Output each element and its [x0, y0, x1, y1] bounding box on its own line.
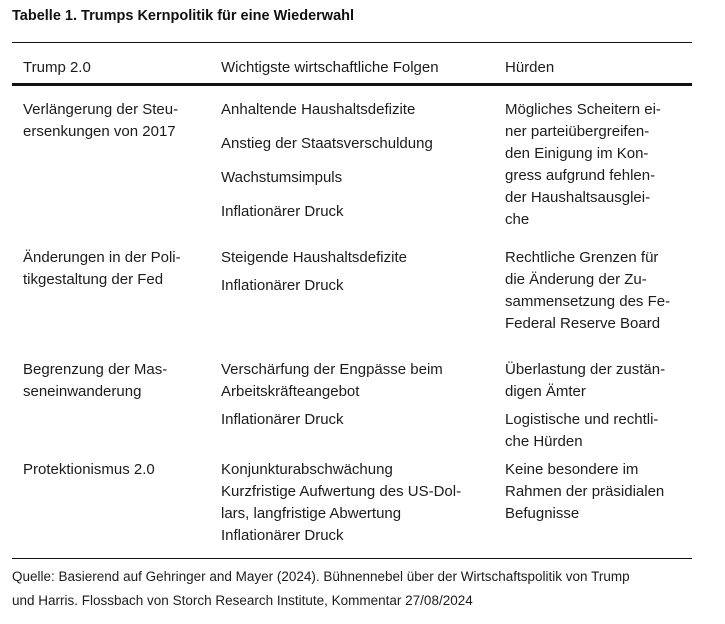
header-hurdles: Hürden [505, 59, 555, 76]
header-consequences: Wichtigste wirtschaftliche Folgen [221, 59, 439, 76]
row-1-consequence-1 [221, 99, 496, 121]
row-3-consequence-1 [221, 359, 496, 403]
source-note [12, 565, 712, 613]
text-line: Rechtliche Grenzen für [505, 249, 659, 266]
text-line: Kurzfristige Aufwertung des US-Dol- [221, 483, 462, 500]
text-line: Protektionismus 2.0 [23, 461, 155, 478]
row-1-policy [23, 99, 208, 143]
text-line: Befugnisse [505, 505, 580, 522]
text-line: sammensetzung des Fe- [505, 293, 671, 310]
text-line: Arbeitskräfteangebot [221, 383, 360, 400]
row-4-consequence-1 [221, 459, 496, 547]
text-line: digen Ämter [505, 383, 586, 400]
text-line: und Harris. Flossbach von Storch Research Institute, Kommentar 27/08/2024 [12, 593, 473, 608]
text-line: Keine besondere im [505, 461, 639, 478]
text-line: die Änderung der Zu- [505, 271, 647, 288]
row-2-consequence-1 [221, 247, 496, 269]
text-line: Rahmen der präsidialen [505, 483, 665, 500]
text-line: Wachstumsimpuls [221, 169, 343, 186]
text-line: Quelle: Basierend auf Gehringer and Mayer (2024). Bühnennebel über der Wirtschaftspolitik von Trump [12, 569, 630, 584]
text-line: ner parteiübergreifen- [505, 123, 650, 140]
text-line: gress aufgrund fehlen- [505, 167, 656, 184]
text-line: Begrenzung der Mas- [23, 361, 168, 378]
row-3-hurdle-2 [505, 409, 695, 453]
text-line: che Hürden [505, 433, 583, 450]
header-policy: Trump 2.0 [23, 59, 91, 76]
text-line: seneinwanderung [23, 383, 142, 400]
text-line: Mögliches Scheitern ei- [505, 101, 661, 118]
row-4-hurdle-1 [505, 459, 695, 525]
text-line: Konjunkturabschwächung [221, 461, 393, 478]
text-line: Anhaltende Haushaltsdefizite [221, 101, 416, 118]
text-line: den Einigung im Kon- [505, 145, 649, 162]
row-3-consequence-2 [221, 409, 496, 431]
text-line: Federal Reserve Board [505, 315, 661, 332]
row-2-hurdle-1 [505, 247, 695, 335]
header-rule [12, 83, 692, 86]
row-2-policy [23, 247, 208, 291]
row-1-hurdle-1 [505, 99, 695, 231]
text-line: Änderungen in der Poli- [23, 249, 181, 266]
bottom-rule [12, 558, 692, 559]
text-line: Inflationärer Druck [221, 277, 344, 294]
text-line: Anstieg der Staatsverschuldung [221, 135, 433, 152]
row-2-consequence-2 [221, 275, 496, 297]
text-line: ersenkungen von 2017 [23, 123, 176, 140]
text-line: Inflationärer Druck [221, 527, 344, 544]
row-4-policy [23, 459, 208, 481]
text-line: Verlängerung der Steu- [23, 101, 179, 118]
text-line: Inflationärer Druck [221, 203, 344, 220]
text-line: Logistische und rechtli- [505, 411, 659, 428]
text-line: Verschärfung der Engpässe beim [221, 361, 443, 378]
row-3-hurdle-1 [505, 359, 695, 403]
row-1-consequence-4 [221, 201, 496, 223]
text-line: Inflationärer Druck [221, 411, 344, 428]
row-3-policy [23, 359, 208, 403]
text-line: lars, langfristige Abwertung [221, 505, 402, 522]
table-title: Tabelle 1. Trumps Kernpolitik für eine Wiederwahl [12, 8, 355, 24]
text-line: der Haushaltsausglei- [505, 189, 651, 206]
row-1-consequence-3 [221, 167, 496, 189]
text-line: che [505, 211, 530, 228]
text-line: Überlastung der zustän- [505, 361, 666, 378]
row-1-consequence-2 [221, 133, 496, 155]
text-line: Steigende Haushaltsdefizite [221, 249, 407, 266]
top-rule [12, 42, 692, 43]
text-line: tikgestaltung der Fed [23, 271, 164, 288]
